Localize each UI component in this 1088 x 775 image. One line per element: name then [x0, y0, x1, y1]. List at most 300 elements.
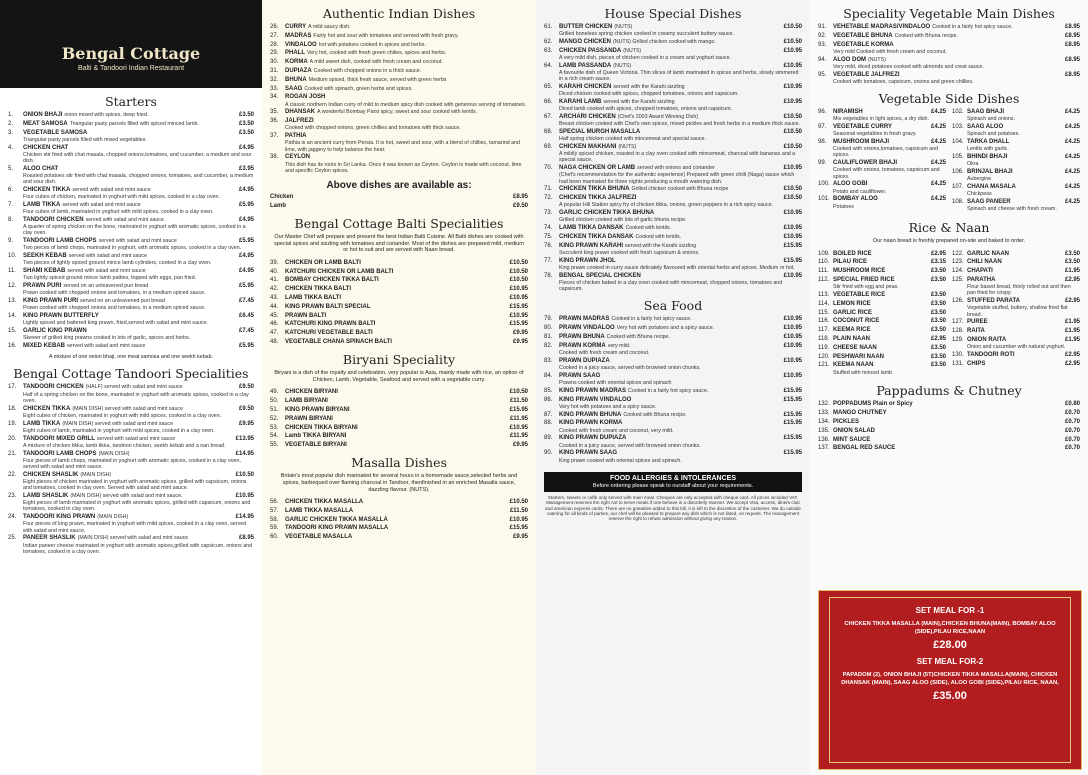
menu-item	[544, 234, 802, 241]
item-number: 86.	[544, 396, 553, 403]
menu-item	[270, 295, 528, 302]
menu-item	[544, 186, 802, 193]
item-name: KING PRAWN MADRAS	[559, 387, 626, 394]
balti-list	[270, 260, 528, 346]
menu-item-header	[270, 94, 528, 101]
item-description: Stir fried with egg and peas.	[833, 284, 899, 291]
menu-item	[270, 339, 528, 346]
item-number: 82.	[544, 342, 553, 349]
menu-item-header	[8, 493, 254, 500]
item-number: 99.	[818, 160, 827, 167]
item-price: £2.95	[1064, 360, 1080, 367]
item-inline-desc: Grilled chicken cooked with Bhuna recipe	[631, 186, 729, 193]
item-inline-desc: Cooked with Bhuna recipe.	[623, 411, 687, 418]
menu-item	[818, 336, 946, 343]
menu-item	[8, 421, 254, 434]
item-description: A popular Hill Station spicy fry of chicken tikka, onions, green peppers in a rich spicy sauce.	[559, 202, 774, 209]
item-name: VEGETABLE MASALLA	[285, 534, 353, 541]
item-number: 128.	[952, 328, 964, 335]
menu-item	[8, 535, 254, 555]
item-description: Half of a spring chicken on the bone, marinated in yoghurt with aromatic spices, cooked in a clay oven.	[23, 391, 249, 404]
item-price: £10.95	[783, 47, 802, 54]
item-name: CHICKEN MAKHANI	[559, 144, 617, 150]
item-description: Cooked in a juicy sauce, served with browned onion chunks.	[559, 365, 701, 371]
item-description: Pieces of chicken baked in a clay oven cooked with mincemeat, chopped onions, tomatoes and capsicum.	[559, 280, 783, 293]
item-price: £8.95	[1064, 41, 1080, 48]
menu-item-header	[952, 169, 1080, 176]
item-price: £15.95	[509, 303, 528, 310]
item-price: £4.95	[238, 144, 254, 151]
item-name: ONION BHAJI	[23, 112, 63, 118]
item-price: £2.95	[1064, 351, 1080, 358]
masalla-list	[270, 499, 528, 541]
item-number: 28.	[270, 41, 279, 48]
item-name: RAITA	[967, 328, 985, 335]
item-name: BENGAL RED SAUCE	[833, 445, 896, 452]
item-price: £10.50	[509, 389, 528, 396]
item-price: £10.95	[783, 210, 802, 217]
item-name: CHICKEN BIRYANI	[285, 389, 338, 396]
menu-item-header	[952, 139, 1080, 146]
item-price: £6.45	[238, 313, 254, 320]
item-price: £7.45	[238, 298, 254, 305]
item-description: Onion and cucumber with natural yoghurt.	[967, 344, 1066, 351]
item-price: £4.95	[238, 217, 254, 223]
item-price: £9.50	[512, 202, 528, 209]
item-price: £10.95	[783, 84, 802, 90]
item-number: 103.	[952, 124, 964, 130]
item-number: 69.	[544, 144, 553, 150]
item-name: MINT SAUCE	[833, 436, 871, 443]
set-meal-frame	[829, 597, 1071, 763]
item-number: 24.	[8, 514, 17, 521]
item-inline-desc: served on an unleavened puri bread	[80, 298, 165, 305]
item-number: 101.	[818, 196, 830, 203]
item-description: Aubergine	[967, 176, 992, 183]
menu-item-header	[818, 336, 946, 343]
item-description: Eight cubes of lamb, marinated in yoghurt with mild spices, cooked in a clay oven.	[23, 427, 215, 434]
item-price: £15.95	[783, 242, 802, 249]
menu-item	[952, 251, 1080, 258]
item-description: Very mild Cooked with fresh cream and coconut.	[833, 48, 947, 55]
item-price: £10.95	[783, 99, 802, 105]
menu-item	[544, 273, 802, 293]
item-name: COCONUT RICE	[833, 318, 880, 325]
biryani-title: Biryani Speciality	[342, 352, 456, 368]
item-inline-desc: Very hot, cooked with fresh green chilies, spices and herbs.	[307, 50, 447, 57]
item-number: 18.	[8, 405, 17, 412]
item-number: 27.	[270, 32, 279, 39]
authentic-title: Authentic Indian Dishes	[322, 6, 476, 21]
item-number: 52.	[270, 415, 279, 422]
menu-item-header	[270, 499, 528, 506]
menu-item	[270, 534, 528, 541]
item-name: TANDOORI LAMB CHOPS	[23, 450, 97, 457]
item-number: 8.	[8, 217, 14, 223]
menu-item	[8, 217, 254, 237]
item-number: 135.	[818, 427, 830, 434]
menu-item	[270, 425, 528, 432]
menu-item	[952, 259, 1080, 266]
item-price: £10.50	[783, 186, 802, 193]
item-name: KING PRAWN SAAG	[559, 450, 618, 457]
item-number: 129.	[952, 336, 964, 343]
menu-item-header	[270, 525, 528, 532]
item-number: 42.	[270, 286, 279, 293]
item-number: 113.	[818, 291, 830, 298]
item-description: Indian paneer cheese marinated in yoghurt with aromatic spices,grilled with capsicum, onions and tomatoes, cooked in a clay oven.	[23, 542, 253, 555]
item-price: £10.95	[509, 312, 528, 319]
item-number: 94.	[818, 56, 827, 63]
item-description: Stuffed with minced lamb	[833, 369, 893, 376]
menu-item-header	[270, 407, 528, 414]
item-price: £3.50	[930, 344, 946, 351]
menu-item-header	[270, 194, 528, 201]
item-number: 55.	[270, 442, 279, 449]
menu-item-header	[544, 450, 802, 457]
vegside-left	[818, 109, 946, 214]
item-price: £15.95	[783, 435, 802, 442]
menu-item	[270, 42, 528, 49]
menu-item	[8, 298, 254, 311]
item-price: £5.95	[238, 202, 254, 208]
item-inline-desc: Cooked with spinach, green herbs and spices.	[304, 85, 413, 92]
item-price: £1.95	[1064, 328, 1080, 335]
menu-item-header	[818, 160, 946, 167]
menu-item	[8, 166, 254, 186]
item-description: Roasted potatoes stir fried with chat masala, chopped onions, tomatoes, and cucumber, a medium and sour dish.	[23, 173, 254, 186]
item-name: SPECIAL MURGH MASALLA	[559, 129, 641, 135]
menu-item-header	[544, 343, 802, 350]
menu-item	[8, 268, 254, 281]
item-name: CHICKEN TIKKA MASALLA	[285, 499, 364, 506]
item-price: £3.50	[930, 353, 946, 360]
menu-item	[8, 328, 254, 341]
menu-item-header	[8, 298, 254, 305]
item-number: 34.	[270, 94, 279, 101]
menu-item	[270, 154, 528, 174]
menu-item-header	[544, 48, 802, 55]
item-name: TANDOORI ROTI	[967, 351, 1015, 358]
menu-item	[544, 325, 802, 332]
menu-item-header	[818, 72, 1080, 79]
item-name: CAULIFLOWER BHAJI	[833, 160, 897, 167]
menu-item	[544, 165, 802, 185]
menu-item-header	[544, 144, 802, 151]
item-description: Cooked with onions, tomatoes, capsicum and spices.	[833, 167, 940, 180]
menu-item	[952, 124, 1080, 137]
item-inline-desc: served with the Karahi sizzling	[625, 242, 697, 249]
item-description: Chicken stir fried with chat masala, chopped onions,tomatoes, and cucumber, a medium and sour dish.	[23, 151, 252, 164]
menu-item-header	[952, 337, 1080, 344]
item-description: Chickpeas	[967, 191, 992, 198]
menu-item-header	[544, 195, 802, 202]
item-number: 51.	[270, 406, 279, 413]
item-description: Succulent king prawn cooked with fresh capsicum & onions.	[559, 250, 700, 256]
item-price: £7.45	[238, 328, 254, 335]
item-description: Two pieces of lightly spiced ground mince lamb cylinders, cooked in a clay oven.	[23, 260, 212, 267]
item-description: A mildly spiced chicken, roasted in a clay oven cooked with mincemeat, charcoal with bananas and a special sauce.	[559, 151, 796, 164]
item-price: £15.95	[783, 387, 802, 394]
item-name: CHICKEN TIKKA DANSAK	[559, 234, 634, 240]
menu-item	[544, 225, 802, 232]
item-number: 11.	[8, 268, 16, 275]
item-number: 108.	[952, 199, 964, 205]
set-meal-1-price: £28.00	[933, 639, 967, 651]
item-price: £10.95	[509, 424, 528, 431]
menu-item-header	[818, 259, 946, 266]
vegside-columns	[818, 109, 1080, 214]
item-name: KING PRAWN BUTTERFLY	[23, 313, 99, 320]
item-inline-desc: Cooked in a fairly hot spicy sauce.	[611, 316, 692, 323]
item-inline-desc: (NUTS)	[618, 144, 637, 150]
item-description: Diced lamb cooked with spices, chopped tomatoes, onions and capsicum.	[559, 106, 733, 113]
menu-item-header	[270, 286, 528, 293]
menu-item	[818, 410, 1080, 417]
menu-item-header	[818, 310, 946, 317]
menu-item	[8, 283, 254, 296]
panel-2	[262, 0, 536, 775]
logo-name: Bengal Cottage	[61, 44, 201, 63]
menu-item-header	[8, 166, 254, 173]
item-inline-desc: served on an unleavened puri bread	[63, 283, 149, 290]
item-price: £15.95	[783, 450, 802, 457]
menu-item-header	[8, 268, 254, 275]
item-description: King prawn cooked with oriental spices and spinach.	[559, 457, 682, 464]
menu-item-header	[270, 154, 528, 161]
item-number: 79.	[544, 316, 553, 323]
item-description: Cooked with fresh cream and coconut, very mild.	[559, 427, 674, 434]
item-name: PRAWN SAAG	[559, 372, 601, 379]
item-number: 7.	[8, 202, 14, 208]
item-name: PUREE	[967, 319, 988, 326]
item-name: BOMBAY CHICKEN TIKKA BALTI	[285, 277, 379, 284]
item-price: £9.95	[512, 442, 528, 449]
item-description: Cooked in a juicy sauce, served with browned onion chunks.	[559, 442, 701, 449]
item-number: 67.	[544, 114, 553, 120]
masalla-title: Masalla Dishes	[351, 455, 447, 471]
item-price: £4.95	[238, 253, 254, 260]
rice-title: Rice & Naan	[908, 220, 990, 235]
item-number: 89.	[544, 435, 553, 442]
menu-item-header	[818, 292, 946, 299]
item-description: Potato and cauliflower.	[833, 188, 887, 195]
item-inline-desc: Cooked in a fairly hot spicy sauce.	[932, 24, 1013, 30]
menu-item	[270, 269, 528, 276]
item-description: Two lightly spiced ground mince lamb patties, topped with eggs, pan fried.	[23, 275, 197, 282]
item-name: LAMB TIKKA	[23, 420, 61, 427]
item-name: TANDOORI CHICKEN	[23, 384, 84, 391]
menu-item	[270, 50, 528, 57]
menu-item-header	[270, 118, 528, 125]
item-inline-desc: Fairly hot and sour with tomatoes and served with fresh gravy.	[313, 32, 459, 39]
menu-item	[270, 398, 528, 405]
menu-item	[818, 196, 946, 209]
menu-item	[818, 42, 1080, 55]
item-price: £10.95	[783, 62, 802, 69]
item-number: 83.	[544, 357, 553, 364]
item-description: Cooked with tomatoes, capsicum, onions and green chillies.	[833, 78, 974, 85]
item-price: £3.15	[930, 259, 946, 266]
item-number: 32.	[270, 76, 279, 83]
item-name: LAMB PASSANDA	[559, 62, 612, 69]
item-inline-desc: Cooked with lentils.	[635, 234, 682, 240]
menu-item	[544, 24, 802, 37]
item-price: £10.95	[783, 372, 802, 379]
item-price: £10.95	[783, 325, 802, 332]
item-number: 111.	[818, 268, 829, 275]
menu-item	[544, 99, 802, 112]
item-number: 71.	[544, 186, 553, 193]
item-name: CEYLON	[285, 154, 311, 161]
item-number: 3.	[8, 129, 14, 136]
menu-item	[544, 316, 802, 323]
menu-item	[818, 124, 946, 137]
item-description: A classic northern Indian curry of mild to medium spicy dish cooked with generous serving of tomatoes.	[285, 101, 527, 108]
item-name: PRAWN BHUNA	[559, 334, 605, 340]
menu-item	[270, 24, 528, 31]
item-price: £10.50	[235, 471, 254, 478]
item-price: £3.50	[238, 112, 254, 118]
item-price: £3.50	[930, 300, 946, 307]
item-number: 22.	[8, 471, 17, 478]
menu-item-header	[8, 451, 254, 458]
item-name: BUTTER CHICKEN	[559, 24, 613, 30]
item-price: £10.50	[783, 144, 802, 150]
item-price: £3.50	[930, 318, 946, 325]
item-name: BHINDI BHAJI	[967, 154, 1008, 160]
item-price: £9.50	[238, 405, 254, 412]
menu-item	[818, 345, 946, 352]
item-inline-desc: (MAIN DISH) served with salad and mint sauce	[62, 420, 174, 427]
item-number: 6.	[8, 187, 14, 193]
menu-item	[270, 260, 528, 267]
pappadums-title: Pappadums & Chutney	[876, 383, 1022, 399]
item-description: Prawn cooked with chopped onions and tomatoes, in a medium spiced sauce.	[23, 305, 206, 312]
menu-item	[270, 321, 528, 328]
item-number: 5.	[8, 165, 14, 172]
menu-item-header	[818, 327, 946, 334]
item-name: CHICKEN PASSANDA	[559, 47, 622, 54]
menu-item	[8, 493, 254, 513]
item-number: 106.	[952, 169, 964, 175]
item-name: VEGETABLE BHUNA	[833, 32, 893, 39]
item-price: £3.50	[930, 268, 946, 275]
menu-item-header	[952, 361, 1080, 368]
menu-item	[8, 121, 254, 128]
menu-item-header	[270, 33, 528, 40]
menu-item	[270, 389, 528, 396]
menu-item-header	[8, 343, 254, 350]
item-number: 127.	[952, 319, 964, 326]
menu-item-header	[952, 352, 1080, 359]
item-price: £14.95	[235, 450, 254, 457]
vegmain-list	[818, 24, 1080, 85]
item-description: This dish has its roots in Sri Lanka. Once it was known as Ceyton. Ceylon is made with coconut, lime and specific Ceylon spices.	[285, 161, 522, 174]
item-number: 38.	[270, 154, 279, 161]
item-number: 130.	[952, 351, 964, 358]
menu-item	[8, 451, 254, 471]
item-price: £15.95	[783, 396, 802, 403]
item-number: 133.	[818, 410, 830, 417]
menu-item-header	[818, 428, 1080, 435]
item-name: PRAWN MADRAS	[559, 316, 610, 323]
menu-item	[818, 428, 1080, 435]
item-price: £4.25	[1064, 109, 1080, 115]
menu-item-header	[8, 384, 254, 391]
item-price: £15.95	[783, 420, 802, 427]
menu-item	[270, 33, 528, 40]
item-inline-desc: (MAIN DISH)	[80, 471, 112, 478]
item-name: MADRAS	[285, 32, 312, 39]
item-name: CHICKEN TIKKA JALFREZI	[559, 195, 637, 202]
menu-item-header	[952, 154, 1080, 161]
item-name: VEGETABLE KORMA	[833, 41, 894, 48]
item-name: STUFFED PARATA	[967, 298, 1020, 305]
menu-item	[818, 24, 1080, 31]
item-price: £11.50	[509, 507, 528, 514]
menu-item	[818, 259, 946, 266]
item-number: 109.	[818, 250, 830, 257]
item-price: £13.95	[235, 435, 254, 442]
menu-item-header	[8, 145, 254, 152]
item-description: Grilled chicken cooked with lots of garlic bhuna recipe.	[559, 217, 687, 224]
item-inline-desc: Medium spiced, thick fresh sauce, served with green herbs	[308, 76, 447, 83]
item-number: 116.	[818, 318, 830, 325]
menu-item	[8, 343, 254, 350]
menu-item-header	[270, 442, 528, 449]
item-name: Lamb	[270, 202, 287, 209]
item-inline-desc: served with the Karahi sizzling	[613, 84, 685, 90]
item-inline-desc: (NUTS)	[868, 56, 886, 63]
menu-item-header	[270, 416, 528, 423]
menu-item-header	[8, 112, 254, 119]
menu-item	[544, 243, 802, 256]
item-price: £10.50	[783, 195, 802, 202]
menu-item-header	[952, 251, 1080, 258]
item-name: CHICKEN TIKKA BHUNA	[559, 186, 630, 193]
menu-item-header	[818, 277, 946, 284]
item-number: 91.	[818, 24, 827, 30]
item-price: £2.95	[1064, 276, 1080, 283]
menu-item-header	[544, 129, 802, 136]
menu-item	[818, 318, 946, 325]
menu-item	[544, 63, 802, 83]
menu-item	[952, 169, 1080, 182]
item-description: Breast chicken cooked with Chef's own spices, mixed pickles and fresh herbs in a medium thick sauce.	[559, 121, 800, 128]
menu-item	[270, 442, 528, 449]
menu-item-header	[544, 325, 802, 332]
item-number: 40.	[270, 268, 279, 275]
item-description: Four pieces of lamb chops, marinated in yoghurt with aromatic spices, cooked in a clay oven, served with salad and mint sauce.	[23, 457, 241, 471]
item-name: TANDOORI LAMB CHOPS	[23, 238, 97, 245]
menu-item-header	[270, 433, 528, 440]
item-number: 137.	[818, 445, 830, 452]
item-number: 119.	[818, 344, 830, 351]
menu-item	[270, 517, 528, 524]
item-number: 63.	[544, 47, 553, 54]
item-number: 39.	[270, 259, 279, 266]
menu-item-header	[544, 258, 802, 265]
menu-item	[8, 187, 254, 200]
menu-item-header	[270, 42, 528, 49]
item-inline-desc: (MAIN DISH) served with salad and mint sauce	[72, 405, 184, 412]
item-description: Flour based bread, thinly rolled out and then pan fried for crispy.	[967, 284, 1071, 297]
logo	[0, 0, 262, 88]
item-price: £4.25	[1064, 139, 1080, 145]
item-price: £10.50	[783, 39, 802, 45]
item-inline-desc: Very hot with potatoes and a spicy sauce.	[616, 325, 715, 332]
